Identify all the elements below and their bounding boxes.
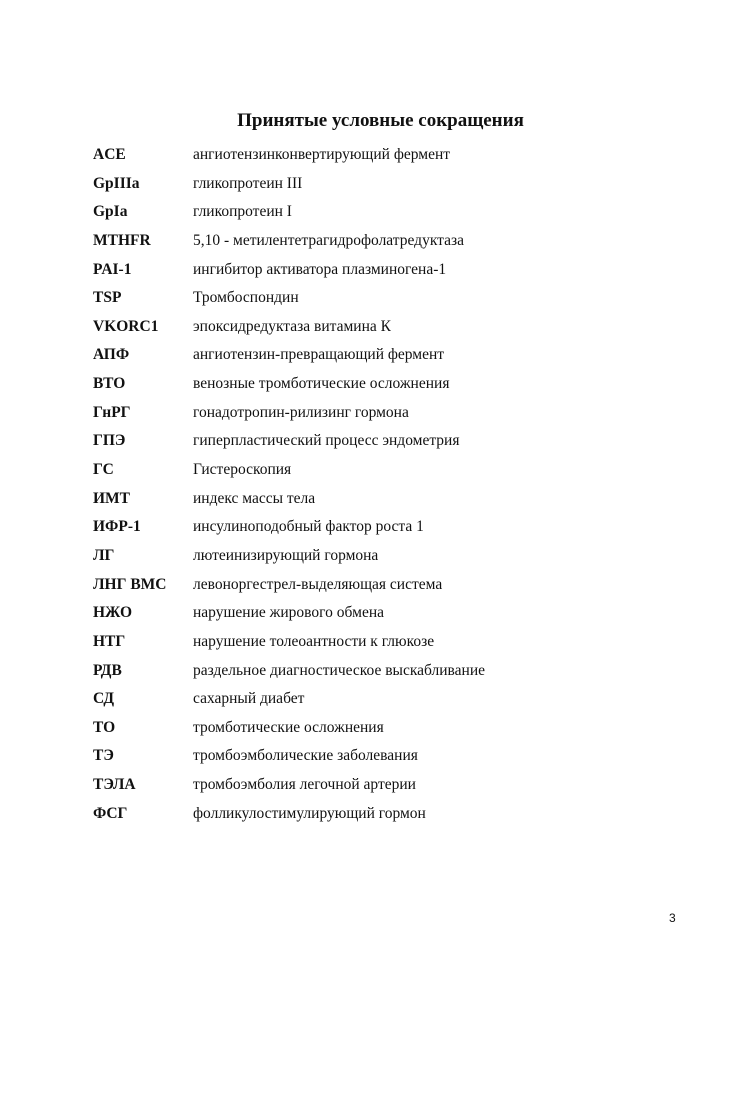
abbreviation-row: [93, 461, 653, 490]
abbreviation-definition: ангиотензинконвертирующий фермент: [193, 146, 451, 163]
abbreviation-definition: инсулиноподобный фактор роста 1: [193, 518, 424, 536]
abbreviation-term: ТЭ: [93, 747, 114, 765]
abbreviation-definition: гликопротеин I: [193, 203, 292, 221]
abbreviation-term: РДВ: [93, 661, 122, 679]
abbreviation-row: [93, 719, 653, 748]
abbreviation-definition: тромбоэмболические заболевания: [193, 747, 418, 765]
abbreviation-row: [93, 747, 653, 776]
abbreviation-definition: индекс массы тела: [193, 489, 316, 507]
abbreviation-term: ТЭЛА: [93, 776, 136, 794]
abbreviation-row: [93, 289, 653, 318]
abbreviation-row: [93, 633, 653, 662]
abbreviation-row: [93, 346, 653, 375]
abbreviation-term: ACE: [93, 146, 126, 163]
abbreviation-row: [93, 404, 653, 433]
abbreviation-definition: сахарный диабет: [193, 690, 305, 708]
abbreviation-term: ГПЭ: [93, 432, 126, 450]
abbreviation-definition: раздельное диагностическое выскабливание: [193, 661, 485, 679]
abbreviation-row: [93, 432, 653, 461]
abbreviation-term: ЛНГ ВМС: [93, 575, 167, 593]
abbreviation-term: АПФ: [93, 346, 130, 364]
abbreviation-row: [93, 518, 653, 547]
abbreviation-definition: гиперпластический процесс эндометрия: [193, 432, 460, 450]
abbreviation-row: [93, 203, 653, 232]
abbreviation-term: ЛГ: [93, 546, 115, 564]
abbreviation-definition: тромбоэмболия легочной артерии: [193, 776, 416, 794]
abbreviation-definition: фолликулостимулирующий гормон: [193, 804, 426, 822]
abbreviation-definition: эпоксидредуктаза витамина К: [193, 317, 391, 335]
abbreviation-definition: нарушение толеоантности к глюкозе: [193, 632, 435, 650]
abbreviation-row: [93, 375, 653, 404]
abbreviation-row: [93, 776, 653, 805]
abbreviation-row: [93, 662, 653, 691]
abbreviation-row: [93, 146, 653, 175]
abbreviation-term: НТГ: [93, 632, 126, 650]
abbreviation-term: MTHFR: [93, 231, 151, 249]
abbreviation-term: ИФР-1: [93, 518, 141, 536]
abbreviation-list: [93, 146, 653, 833]
abbreviation-definition: Тромбоспондин: [193, 289, 299, 307]
abbreviation-row: [93, 175, 653, 204]
abbreviation-row: [93, 805, 653, 834]
abbreviation-term: PAI-1: [93, 260, 132, 278]
abbreviation-row: [93, 232, 653, 261]
abbreviation-term: GpIa: [93, 203, 128, 221]
abbreviation-row: [93, 576, 653, 605]
abbreviation-term: ГнРГ: [93, 403, 131, 421]
abbreviation-definition: нарушение жирового обмена: [193, 604, 385, 622]
abbreviation-definition: левоноргестрел-выделяющая система: [193, 575, 443, 593]
abbreviation-term: VKORC1: [93, 317, 159, 335]
abbreviation-term: ГС: [93, 461, 114, 479]
abbreviation-term: СД: [93, 690, 115, 708]
abbreviation-definition: ингибитор активатора плазминогена-1: [193, 260, 447, 278]
abbreviation-term: ИМТ: [93, 489, 131, 507]
page-number: 3: [669, 911, 676, 925]
abbreviation-term: ВТО: [93, 375, 126, 393]
abbreviation-term: ТО: [93, 718, 116, 736]
abbreviation-row: [93, 318, 653, 347]
abbreviation-definition: лютеинизирующий гормона: [193, 546, 379, 564]
abbreviation-term: TSP: [93, 289, 122, 307]
abbreviation-row: [93, 490, 653, 519]
abbreviation-term: НЖО: [93, 604, 133, 622]
abbreviation-row: [93, 690, 653, 719]
abbreviation-row: [93, 604, 653, 633]
abbreviation-row: [93, 261, 653, 290]
page-title: Принятые условные сокращения: [237, 110, 524, 131]
abbreviation-term: ФСГ: [93, 804, 128, 822]
abbreviation-definition: гликопротеин III: [193, 174, 303, 192]
abbreviation-definition: венозные тромботические осложнения: [193, 375, 450, 393]
abbreviation-definition: тромботические осложнения: [193, 718, 384, 736]
abbreviation-definition: 5,10 - метилентетрагидрофолатредуктаза: [193, 231, 464, 249]
abbreviation-term: GpIIIa: [93, 174, 140, 192]
abbreviation-definition: Гистероскопия: [193, 461, 292, 479]
abbreviation-definition: ангиотензин-превращающий фермент: [193, 346, 445, 364]
abbreviation-definition: гонадотропин-рилизинг гормона: [193, 403, 409, 421]
abbreviation-row: [93, 547, 653, 576]
